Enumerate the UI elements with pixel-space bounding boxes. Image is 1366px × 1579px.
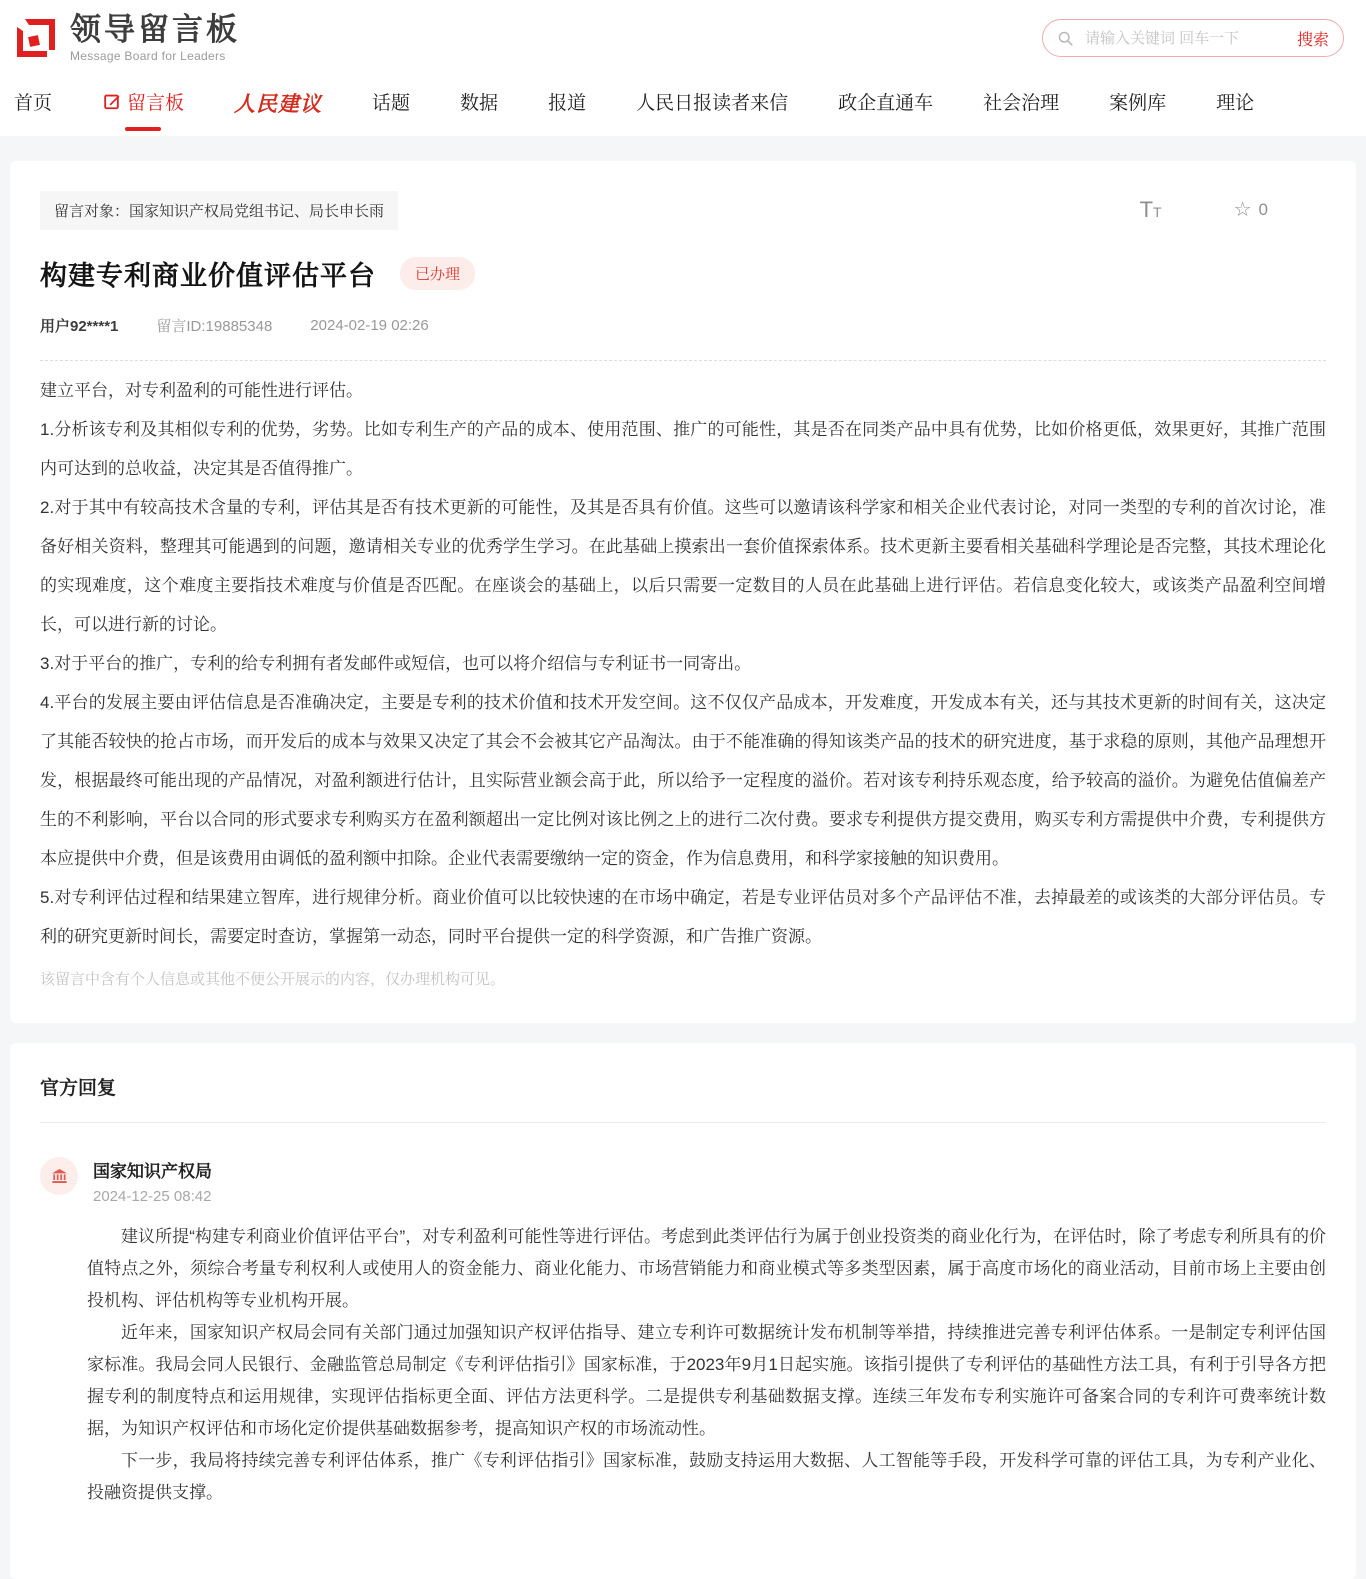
logo-subtitle: Message Board for Leaders	[70, 48, 226, 63]
message-paragraph: 建立平台，对专利盈利的可能性进行评估。	[40, 381, 363, 400]
search-icon	[1057, 30, 1074, 47]
favorite-count: 0	[1258, 200, 1268, 219]
header	[0, 0, 1366, 72]
star-icon: ☆	[1233, 199, 1252, 221]
message-paragraph: 5.对专利评估过程和结果建立智库，进行规律分析。商业价值可以比较快速的在市场中确定，若是专业评估员对多个产品评估不准，去掉最差的或该类的大部分评估员。专利的研究更新时间长，需要定时查访，掌握第一动态，同时平台提供一定的科学资源，和广告推广资源。	[40, 888, 1326, 946]
status-badge: 已办理	[400, 257, 475, 290]
search-box	[1042, 19, 1344, 57]
message-user: 用户92****1	[40, 318, 119, 335]
nav-item-label: 留言板	[127, 93, 185, 114]
reply-date: 2024-12-25 08:42	[93, 1188, 212, 1205]
message-tools	[1140, 199, 1326, 221]
top-zone	[0, 0, 1366, 136]
font-size-toggle-icon[interactable]: TT	[1139, 197, 1162, 222]
page-body	[0, 136, 1366, 1579]
reply-paragraph: 下一步，我局将持续完善专利评估体系，推广《专利评估指引》国家标准，鼓励支持运用大数据、人工智能等手段，开发科学可靠的评估工具，为专利产业化、投融资提供支撑。	[87, 1451, 1326, 1502]
nav-item-case-library[interactable]: 案例库	[1109, 93, 1167, 114]
reply-section-title: 官方回复	[40, 1078, 117, 1099]
message-target-chip: 留言对象：国家知识产权局党组书记、局长申长雨	[40, 191, 398, 230]
nav-item-message-board[interactable]	[102, 88, 184, 133]
reply-agency-row	[40, 1157, 1326, 1205]
reply-divider	[40, 1122, 1326, 1123]
compose-icon	[102, 92, 121, 111]
message-title-row	[40, 254, 1326, 293]
nav-item-social-governance[interactable]: 社会治理	[983, 93, 1060, 114]
reply-content	[87, 1221, 1326, 1509]
message-paragraph: 3.对于平台的推广，专利的给专利拥有者发邮件或短信，也可以将介绍信与专利证书一同寄出。	[40, 654, 752, 673]
agency-avatar	[40, 1157, 78, 1195]
nav-item-topics[interactable]: 话题	[372, 93, 411, 114]
official-reply-card	[10, 1043, 1356, 1579]
message-title: 构建专利商业价值评估平台	[40, 261, 376, 291]
nav-item-reports[interactable]: 报道	[548, 93, 587, 114]
nav-item-theory[interactable]: 理论	[1216, 93, 1255, 114]
privacy-note: 该留言中含有个人信息或其他不便公开展示的内容，仅办理机构可见。	[40, 971, 506, 988]
message-paragraph: 1.分析该专利及其相似专利的优势，劣势。比如专利生产的产品的成本、使用范围、推广的可能性，其是否在同类产品中具有优势，比如价格更低，效果更好，其推广范围内可达到的总收益，决定其是否值得推广。	[40, 420, 1326, 478]
logo-title: 领导留言板	[70, 11, 240, 47]
site-logo[interactable]	[12, 11, 240, 63]
agency-info	[93, 1157, 212, 1205]
nav-item-gov-enterprise[interactable]: 政企直通车	[838, 93, 934, 114]
message-id: 留言ID:19885348	[156, 318, 273, 335]
reply-paragraph: 近年来，国家知识产权局会同有关部门通过加强知识产权评估指导、建立专利许可数据统计发布机制等举措，持续推进完善专利评估体系。一是制定专利评估国家标准。我局会同人民银行、金融监管总局制定《专利评估指引》国家标准，于2023年9月1日起实施。该指引提供了专利评估的基础性方法工具，有利于引导各方把握专利的制度特点和运用规律，实现评估指标更全面、评估方法更科学。二是提供专利基础数据支撑。连续三年发布专利实施许可备案合同的专利许可费率统计数据，为知识产权评估和市场化定价提供基础数据参考，提高知识产权的市场流动性。	[87, 1323, 1326, 1438]
nav-item-home[interactable]: 首页	[14, 93, 53, 114]
nav-item-renmin-jianyi[interactable]: 人民建议	[234, 93, 323, 116]
nav-item-data[interactable]: 数据	[460, 93, 499, 114]
message-meta	[40, 315, 1326, 336]
message-paragraph: 2.对于其中有较高技术含量的专利，评估其是否有技术更新的可能性，及其是否具有价值。这些可以邀请该科学家和相关企业代表讨论，对同一类型的专利的首次讨论，准备好相关资料，整理其可能遇到的问题，邀请相关专业的优秀学生学习。在此基础上摸索出一套价值探索体系。技术更新主要看相关基础科学理论是否完整，其技术理论化的实现难度，这个难度主要指技术难度与价值是否匹配。在座谈会的基础上，以后只需要一定数目的人员在此基础上进行评估。若信息变化较大，或该类产品盈利空间增长，可以进行新的讨论。	[40, 498, 1326, 634]
government-building-icon	[50, 1167, 69, 1186]
main-nav	[0, 72, 1366, 136]
meta-divider	[40, 360, 1326, 361]
message-card-head	[40, 191, 1326, 230]
agency-name: 国家知识产权局	[93, 1162, 212, 1181]
favorite-button[interactable]	[1234, 200, 1268, 220]
logo-text	[70, 11, 240, 63]
message-date: 2024-02-19 02:26	[310, 317, 429, 334]
message-paragraph: 4.平台的发展主要由评估信息是否准确决定，主要是专利的技术价值和技术开发空间。这不仅仅产品成本，开发难度，开发成本有关，还与其技术更新的时间有关，这决定了其能否较快的抢占市场，而开发后的成本与效果又决定了其会不会被其它产品淘汰。由于不能准确的得知该类产品的技术的研究进度，基于求稳的原则，其他产品理想开发，根据最终可能出现的产品情况，对盈利额进行估计，且实际营业额会高于此，所以给予一定程度的溢价。若对该专利持乐观态度，给予较高的溢价。为避免估值偏差产生的不利影响，平台以合同的形式要求专利购买方在盈利额超出一定比例对该比例之上的进行二次付费。要求专利提供方提交费用，购买专利方需提供中介费，专利提供方本应提供中介费，但是该费用由调低的盈利额中扣除。企业代表需要缴纳一定的资金，作为信息费用，和科学家接触的知识费用。	[40, 693, 1326, 868]
search-input[interactable]	[1083, 29, 1288, 48]
reply-paragraph: 建议所提“构建专利商业价值评估平台”，对专利盈利可能性等进行评估。考虑到此类评估行为属于创业投资类的商业化行为，在评估时，除了考虑专利所具有的价值特点之外，须综合考量专利权利人或使用人的资金能力、商业化能力、市场营销能力和商业模式等多类型因素，属于高度市场化的商业活动，目前市场上主要由创投机构、评估机构等专业机构开展。	[87, 1227, 1326, 1310]
message-content	[40, 371, 1326, 956]
logo-mark-icon	[12, 14, 60, 62]
search-button[interactable]: 搜索	[1297, 27, 1329, 50]
message-card	[10, 161, 1356, 1023]
nav-item-reader-letters[interactable]: 人民日报读者来信	[636, 93, 789, 114]
